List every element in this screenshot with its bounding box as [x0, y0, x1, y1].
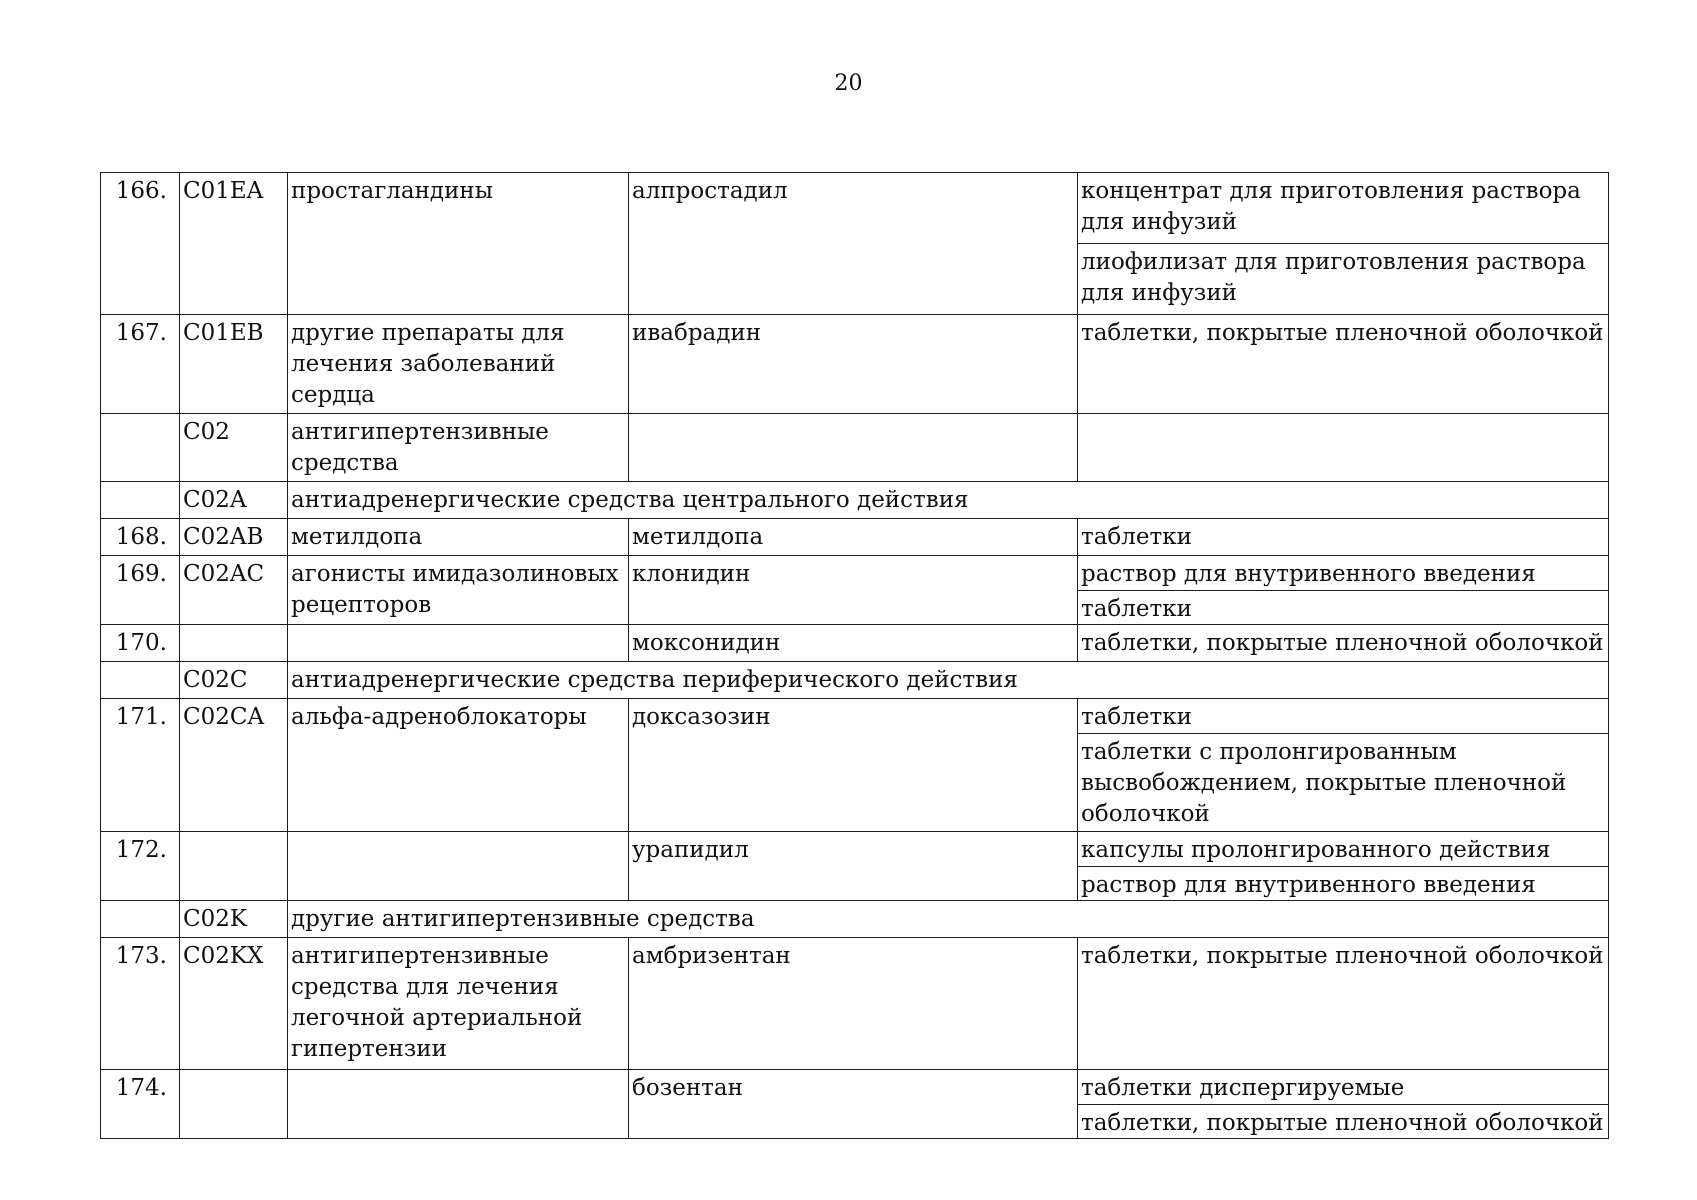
dosage-forms: [1078, 699, 1609, 832]
table-row: [101, 556, 1609, 625]
row-number: 167.: [101, 315, 180, 414]
atc-code: C02AB: [180, 519, 288, 556]
table-row: [101, 1070, 1609, 1139]
row-number: 171.: [101, 699, 180, 832]
row-number: 168.: [101, 519, 180, 556]
dosage-form: капсулы пролонгированного действия: [1081, 837, 1551, 863]
dosage-form: раствор для внутривенного введения: [1078, 866, 1608, 900]
dosage-form: таблетки с пролонгированным высвобождением, покрытые пленочной оболочкой: [1078, 733, 1608, 831]
table-row: [101, 662, 1609, 699]
dosage-form: таблетки: [1081, 704, 1192, 730]
drug-name: амбризентан: [629, 938, 1078, 1070]
group-name: простагландины: [288, 173, 629, 315]
dosage-forms: [1078, 1070, 1609, 1139]
table-row: [101, 832, 1609, 901]
dosage-forms: [1078, 832, 1609, 901]
group-name: другие препараты для лечения заболеваний сердца: [288, 315, 629, 414]
table-row: [101, 414, 1609, 482]
dosage-form: таблетки, покрытые пленочной оболочкой: [1081, 320, 1604, 346]
atc-code: C02KX: [180, 938, 288, 1070]
group-name: агонисты имидазолиновых рецепторов: [288, 556, 629, 625]
dosage-form: таблетки диспергируемые: [1081, 1075, 1405, 1101]
drug-name: бозентан: [629, 1070, 1078, 1139]
table-row: [101, 938, 1609, 1070]
row-number: 173.: [101, 938, 180, 1070]
group-name: антигипертензивные средства: [288, 414, 629, 482]
dosage-form: таблетки: [1078, 590, 1608, 624]
row-number: [101, 414, 180, 482]
table-row: [101, 482, 1609, 519]
group-name: [288, 1070, 629, 1139]
atc-code: C02: [180, 414, 288, 482]
drug-name: алпростадил: [629, 173, 1078, 315]
atc-code: [180, 625, 288, 662]
group-name: [288, 625, 629, 662]
group-name: антигипертензивные средства для лечения легочной артериальной гипертензии: [288, 938, 629, 1070]
row-number: 174.: [101, 1070, 180, 1139]
drug-name: клонидин: [629, 556, 1078, 625]
dosage-forms: [1078, 938, 1609, 1070]
section-title: другие антигипертензивные средства: [288, 901, 1609, 938]
row-number: 169.: [101, 556, 180, 625]
table-row: [101, 173, 1609, 315]
dosage-form: таблетки, покрытые пленочной оболочкой: [1081, 630, 1604, 656]
dosage-forms: [1078, 315, 1609, 414]
atc-code: C02C: [180, 662, 288, 699]
drug-name: [629, 414, 1078, 482]
row-number: 170.: [101, 625, 180, 662]
atc-code: [180, 832, 288, 901]
group-name: [288, 832, 629, 901]
group-name: метилдопа: [288, 519, 629, 556]
table-row: [101, 315, 1609, 414]
table-row: [101, 625, 1609, 662]
row-number: 166.: [101, 173, 180, 315]
group-name: альфа-адреноблокаторы: [288, 699, 629, 832]
table-row: [101, 519, 1609, 556]
section-title: антиадренергические средства периферического действия: [288, 662, 1609, 699]
drug-name: доксазозин: [629, 699, 1078, 832]
drug-name: метилдопа: [629, 519, 1078, 556]
row-number: 172.: [101, 832, 180, 901]
dosage-form: таблетки, покрытые пленочной оболочкой: [1078, 1104, 1608, 1138]
dosage-form: лиофилизат для приготовления раствора для инфузий: [1078, 243, 1608, 314]
row-number: [101, 482, 180, 519]
atc-code: C02A: [180, 482, 288, 519]
section-title: антиадренергические средства центрального действия: [288, 482, 1609, 519]
drug-name: ивабрадин: [629, 315, 1078, 414]
table-row: [101, 699, 1609, 832]
table-row: [101, 901, 1609, 938]
dosage-forms: [1078, 556, 1609, 625]
medicines-table: [100, 172, 1609, 1139]
row-number: [101, 901, 180, 938]
row-number: [101, 662, 180, 699]
dosage-forms: [1078, 414, 1609, 482]
atc-code: C01EB: [180, 315, 288, 414]
drug-name: моксонидин: [629, 625, 1078, 662]
dosage-form: концентрат для приготовления раствора для инфузий: [1081, 178, 1581, 235]
atc-code: C02K: [180, 901, 288, 938]
atc-code: C02CA: [180, 699, 288, 832]
dosage-forms: [1078, 173, 1609, 315]
dosage-form: таблетки, покрытые пленочной оболочкой: [1081, 943, 1604, 969]
atc-code: [180, 1070, 288, 1139]
dosage-form: таблетки: [1081, 524, 1192, 550]
page-number: 20: [834, 71, 863, 96]
dosage-forms: [1078, 625, 1609, 662]
drug-name: урапидил: [629, 832, 1078, 901]
dosage-form: раствор для внутривенного введения: [1081, 561, 1536, 587]
atc-code: C02AC: [180, 556, 288, 625]
dosage-forms: [1078, 519, 1609, 556]
atc-code: C01EA: [180, 173, 288, 315]
